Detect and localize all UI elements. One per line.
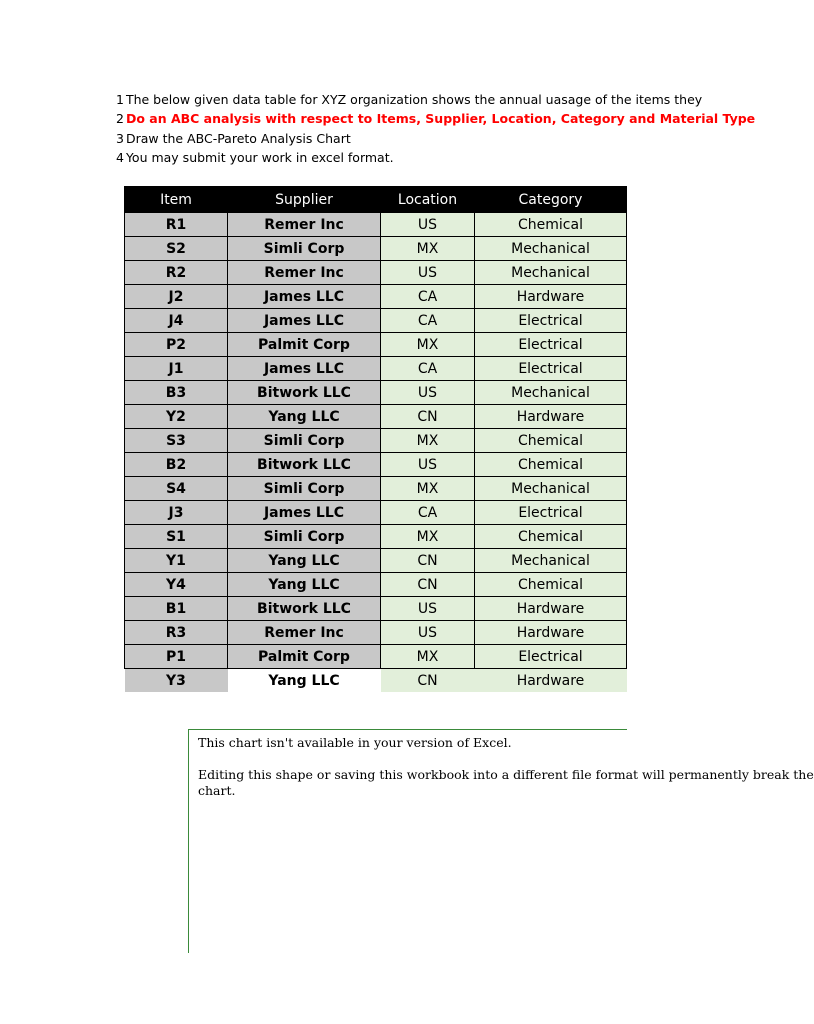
category-cell[interactable]: Mechanical <box>475 381 627 405</box>
chart-unavailable-message: This chart isn't available in your version of Excel. <box>198 735 512 750</box>
table-row <box>125 429 627 453</box>
supplier-cell[interactable]: Palmit Corp <box>228 333 381 357</box>
table-row <box>125 381 627 405</box>
supplier-cell[interactable]: Simli Corp <box>228 429 381 453</box>
location-cell[interactable]: US <box>381 213 475 237</box>
instruction-text: You may submit your work in excel format. <box>125 149 394 165</box>
instruction-text: The below given data table for XYZ organization shows the annual uasage of the items they <box>125 92 703 107</box>
item-cell[interactable]: Y1 <box>125 549 228 573</box>
location-cell[interactable]: CN <box>381 549 475 573</box>
location-cell[interactable]: MX <box>381 477 475 501</box>
item-cell[interactable]: S1 <box>125 525 228 549</box>
instruction-text: Do an ABC analysis with respect to Items, Supplier, Location, Category and Material Type <box>125 111 756 127</box>
location-cell[interactable]: US <box>381 597 475 621</box>
category-cell[interactable]: Mechanical <box>475 549 627 573</box>
supplier-cell[interactable]: Yang LLC <box>228 405 381 429</box>
category-cell[interactable]: Hardware <box>475 285 627 309</box>
category-cell[interactable]: Chemical <box>475 429 627 453</box>
table-row <box>125 405 627 429</box>
table-row <box>125 261 627 285</box>
item-cell[interactable]: J2 <box>125 285 228 309</box>
instruction-text: Draw the ABC-Pareto Analysis Chart <box>125 130 351 146</box>
location-cell[interactable]: US <box>381 381 475 405</box>
category-cell[interactable]: Chemical <box>475 573 627 597</box>
category-cell[interactable]: Chemical <box>475 525 627 549</box>
supplier-cell[interactable]: Yang LLC <box>228 549 381 573</box>
table-row <box>125 525 627 549</box>
instruction-number: 1 <box>116 92 124 107</box>
supplier-cell[interactable]: Remer Inc <box>228 621 381 645</box>
item-cell[interactable]: R2 <box>125 261 228 285</box>
table-row <box>125 477 627 501</box>
location-cell[interactable]: MX <box>381 525 475 549</box>
location-cell[interactable]: CA <box>381 357 475 381</box>
item-cell[interactable]: S4 <box>125 477 228 501</box>
table-row <box>125 573 627 597</box>
supplier-cell[interactable]: Simli Corp <box>228 477 381 501</box>
table-row <box>125 357 627 381</box>
location-cell[interactable]: CA <box>381 285 475 309</box>
category-cell[interactable]: Chemical <box>475 213 627 237</box>
location-cell[interactable]: CN <box>381 405 475 429</box>
instruction-number: 4 <box>116 149 124 165</box>
table-row <box>125 549 627 573</box>
table-row <box>125 237 627 261</box>
supplier-cell[interactable]: James LLC <box>228 501 381 525</box>
table-row <box>125 333 627 357</box>
instruction-line <box>116 129 628 148</box>
header-location[interactable]: Location <box>381 187 475 213</box>
location-cell[interactable]: CN <box>381 669 475 693</box>
item-cell[interactable]: B2 <box>125 453 228 477</box>
supplier-cell[interactable]: Simli Corp <box>228 237 381 261</box>
category-cell[interactable]: Hardware <box>475 405 627 429</box>
supplier-cell[interactable]: Remer Inc <box>228 261 381 285</box>
category-cell[interactable]: Hardware <box>475 621 627 645</box>
item-cell[interactable]: P1 <box>125 645 228 669</box>
item-cell[interactable]: Y4 <box>125 573 228 597</box>
chart-warning-message: Editing this shape or saving this workbook into a different file format will permanently break the <box>198 767 814 782</box>
instruction-line <box>116 90 703 109</box>
instruction-number: 3 <box>116 130 124 146</box>
item-cell[interactable]: P2 <box>125 333 228 357</box>
supplier-cell[interactable]: Bitwork LLC <box>228 453 381 477</box>
supplier-cell[interactable]: Yang LLC <box>228 573 381 597</box>
item-cell[interactable]: S3 <box>125 429 228 453</box>
category-cell[interactable]: Electrical <box>475 357 627 381</box>
instruction-number: 2 <box>116 111 124 127</box>
table-row <box>125 213 627 237</box>
category-cell[interactable]: Chemical <box>475 453 627 477</box>
chart-warning-message-continued: chart. <box>198 783 236 798</box>
item-cell[interactable]: J3 <box>125 501 228 525</box>
category-cell[interactable]: Electrical <box>475 645 627 669</box>
supplier-cell[interactable]: Bitwork LLC <box>228 597 381 621</box>
supplier-cell[interactable]: Yang LLC <box>228 669 381 693</box>
category-cell[interactable]: Hardware <box>475 597 627 621</box>
supplier-cell[interactable]: Palmit Corp <box>228 645 381 669</box>
location-cell[interactable]: US <box>381 453 475 477</box>
table-row <box>125 645 627 669</box>
abc-data-table <box>124 186 627 692</box>
table-row <box>125 621 627 645</box>
table-row <box>125 453 627 477</box>
location-cell[interactable]: MX <box>381 237 475 261</box>
supplier-cell[interactable]: James LLC <box>228 357 381 381</box>
location-cell[interactable]: US <box>381 261 475 285</box>
location-cell[interactable]: CN <box>381 573 475 597</box>
location-cell[interactable]: CA <box>381 309 475 333</box>
instruction-line <box>116 109 756 128</box>
item-cell[interactable]: S2 <box>125 237 228 261</box>
item-cell[interactable]: R3 <box>125 621 228 645</box>
item-cell[interactable]: B1 <box>125 597 228 621</box>
item-cell[interactable]: J4 <box>125 309 228 333</box>
header-item[interactable]: Item <box>125 187 228 213</box>
location-cell[interactable]: US <box>381 621 475 645</box>
supplier-cell[interactable]: Bitwork LLC <box>228 381 381 405</box>
item-cell[interactable]: Y3 <box>125 669 228 693</box>
category-cell[interactable]: Electrical <box>475 309 627 333</box>
item-cell[interactable]: B3 <box>125 381 228 405</box>
category-cell[interactable]: Mechanical <box>475 261 627 285</box>
item-cell[interactable]: R1 <box>125 213 228 237</box>
instruction-line <box>116 148 628 167</box>
table-header-row <box>125 187 627 213</box>
location-cell[interactable]: CA <box>381 501 475 525</box>
item-cell[interactable]: Y2 <box>125 405 228 429</box>
table-row <box>125 309 627 333</box>
location-cell[interactable]: MX <box>381 429 475 453</box>
category-cell[interactable]: Electrical <box>475 333 627 357</box>
header-category[interactable]: Category <box>475 187 627 213</box>
header-supplier[interactable]: Supplier <box>228 187 381 213</box>
location-cell[interactable]: MX <box>381 333 475 357</box>
category-cell[interactable]: Mechanical <box>475 237 627 261</box>
item-cell[interactable]: J1 <box>125 357 228 381</box>
table-row <box>125 597 627 621</box>
table-row <box>125 285 627 309</box>
supplier-cell[interactable]: James LLC <box>228 285 381 309</box>
chart-placeholder-shape[interactable] <box>188 729 814 953</box>
instructions-block <box>116 90 756 167</box>
category-cell[interactable]: Mechanical <box>475 477 627 501</box>
table-row <box>125 669 627 693</box>
location-cell[interactable]: MX <box>381 645 475 669</box>
supplier-cell[interactable]: Simli Corp <box>228 525 381 549</box>
supplier-cell[interactable]: James LLC <box>228 309 381 333</box>
supplier-cell[interactable]: Remer Inc <box>228 213 381 237</box>
category-cell[interactable]: Hardware <box>475 669 627 693</box>
table-row <box>125 501 627 525</box>
category-cell[interactable]: Electrical <box>475 501 627 525</box>
